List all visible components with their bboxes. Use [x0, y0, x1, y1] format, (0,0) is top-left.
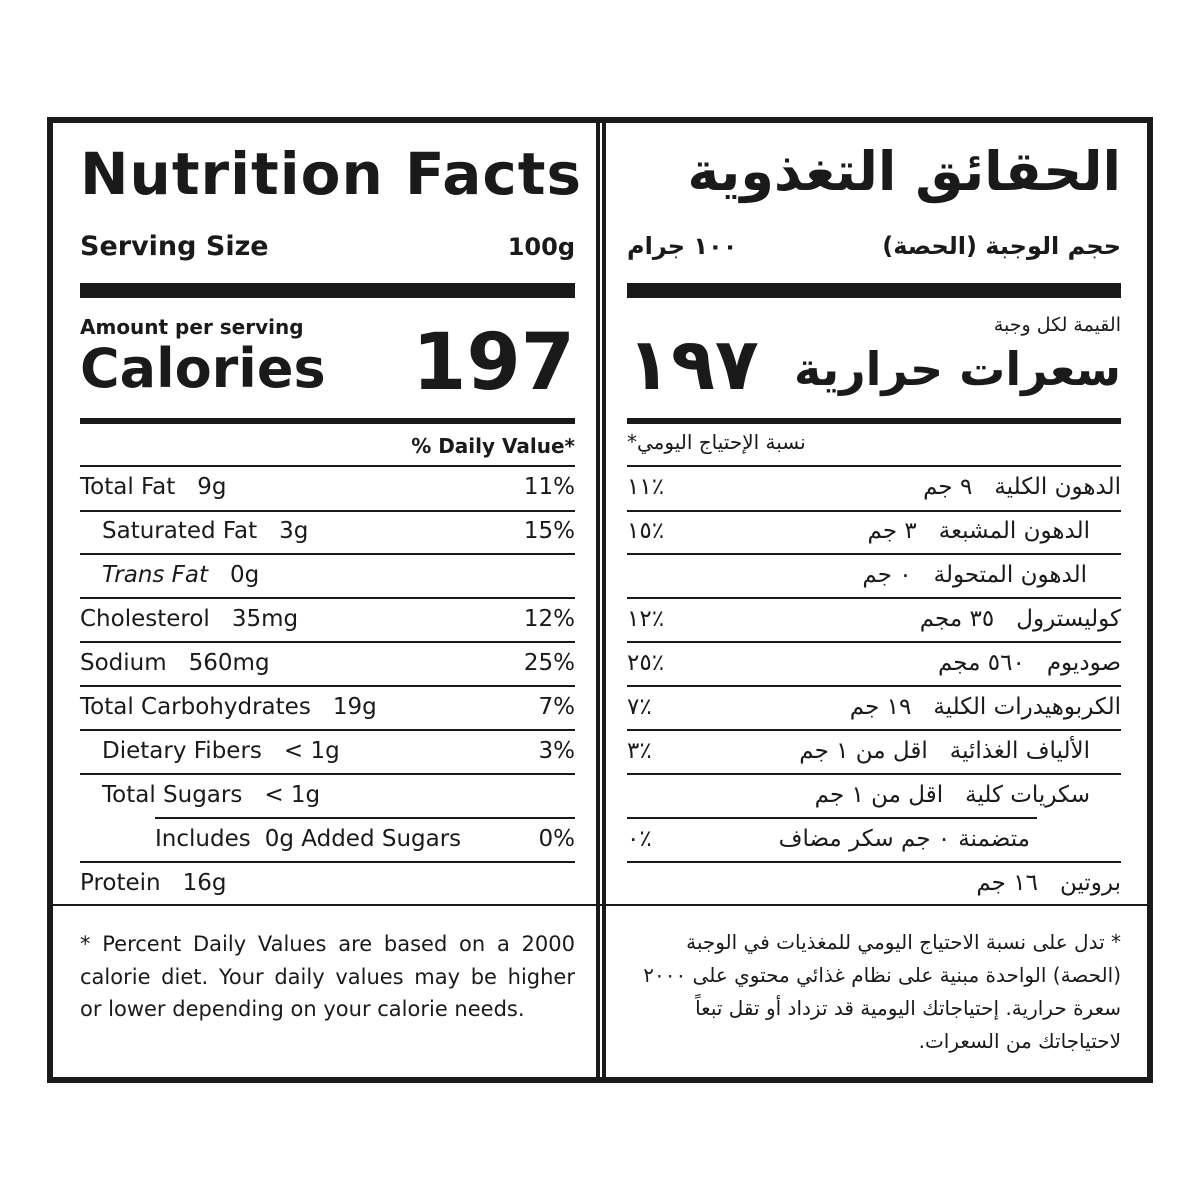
nutrient-amount: ٣ جم: [867, 518, 917, 544]
nutrient-name: الكربوهيدرات الكلية: [933, 694, 1121, 720]
amount-per-serving: Amount per serving: [80, 315, 304, 339]
nutrient-amount: ١٦ جم: [976, 870, 1038, 896]
nutrient-amount: ٥٦٠ مجم: [937, 650, 1025, 676]
nutrient-row-dietary-fibers-ar: [627, 729, 1090, 773]
nutrient-row-saturated-fat: [102, 509, 575, 553]
medium-rule-ar: [627, 418, 1121, 424]
nutrient-amount: 3g: [279, 518, 309, 544]
nutrient-name: بروتين: [1059, 870, 1121, 896]
nutrient-dv: ٪١٢: [627, 606, 665, 632]
footnote-ar: * تدل على نسبة الاحتياج اليومي للمغذيات في الوجبة (الحصة) الواحدة مبنية على نظام غذائي محتوي على ٢٠٠٠ سعرة حرارية. إحتياجاتك اليومية قد تزداد أو تقل تبعاً لاحتياجاتك من السعرات.: [643, 930, 1121, 1053]
nutrient-name: Total Sugars: [102, 782, 243, 808]
nutrient-dv: 25%: [523, 650, 575, 676]
nutrient-dv: ٪٧: [627, 694, 652, 720]
title-ar: الحقائق التغذوية: [687, 140, 1121, 203]
nutrient-name: Sodium: [80, 650, 167, 676]
serving-size-label: Serving Size: [80, 231, 269, 262]
nutrient-amount: ٠ جم: [862, 562, 912, 588]
nutrient-row-total-sugars: [102, 773, 575, 817]
nutrient-amount: ٩ جم: [923, 474, 973, 500]
nutrient-name: Dietary Fibers: [102, 738, 262, 764]
nutrient-name: Includes: [155, 826, 251, 852]
nutrient-row-total-fat: [80, 465, 575, 509]
nutrient-amount: اقل من ١ جم: [799, 738, 928, 764]
nutrient-dv: 15%: [523, 518, 575, 544]
serving-size-value: 100g: [507, 233, 575, 261]
nutrient-amount: < 1g: [283, 738, 340, 764]
medium-rule: [80, 418, 575, 424]
nutrient-name: سكريات كلية: [965, 782, 1090, 808]
nutrient-dv: 12%: [523, 606, 575, 632]
thick-rule-top: [80, 283, 575, 298]
nutrient-row-added-sugars: [155, 817, 575, 861]
nutrient-name: متضمنة: [958, 826, 1030, 852]
calories-label-ar: سعرات حرارية: [793, 342, 1121, 396]
nutrient-dv: 3%: [538, 738, 575, 764]
nutrient-row-cholesterol-ar: [627, 597, 1121, 641]
nutrient-name: Saturated Fat: [102, 518, 258, 544]
amount-per-serving-ar: القيمة لكل وجبة: [993, 314, 1121, 336]
nutrient-amount: 0g Added Sugars: [264, 826, 462, 852]
serving-size-label-ar: حجم الوجبة (الحصة): [882, 232, 1121, 260]
nutrient-row-total-carbohydrates: [80, 685, 575, 729]
nutrient-name: كوليسترول: [1016, 606, 1121, 632]
nutrient-row-dietary-fibers: [102, 729, 575, 773]
thick-rule-top-ar: [627, 283, 1121, 298]
nutrient-row-protein-ar: [627, 861, 1121, 905]
nutrient-amount: 560mg: [188, 650, 270, 676]
nutrient-amount: اقل من ١ جم: [814, 782, 944, 808]
nutrient-row-trans-fat: [102, 553, 575, 597]
nutrient-amount: 9g: [197, 474, 227, 500]
nutrient-dv: ٪٠: [627, 826, 652, 852]
nutrient-amount: 19g: [332, 694, 377, 720]
nutrient-amount: ٣٥ مجم: [919, 606, 995, 632]
nutrient-dv: ٪١٥: [627, 518, 665, 544]
nutrient-name: Trans Fat: [102, 562, 209, 588]
nutrient-name: صوديوم: [1046, 650, 1121, 676]
nutrient-name: Total Fat: [80, 474, 176, 500]
nutrient-dv: 0%: [538, 826, 575, 852]
nutrient-name: Cholesterol: [80, 606, 210, 632]
nutrient-dv: ٪١١: [627, 474, 665, 500]
panel-divider: [596, 117, 606, 1083]
title-en: Nutrition Facts: [80, 140, 582, 208]
nutrient-name: الدهون المتحولة: [933, 562, 1087, 588]
calories-label: Calories: [80, 337, 326, 400]
calories-value-ar: ١٩٧: [627, 322, 759, 406]
nutrient-dv: 11%: [523, 474, 575, 500]
nutrient-dv: ٪٢٥: [627, 650, 665, 676]
nutrient-row-total-fat-ar: [627, 465, 1121, 509]
serving-size-value-ar: ١٠٠ جرام: [627, 232, 738, 260]
nutrient-name: الدهون الكلية: [994, 474, 1121, 500]
nutrient-row-total-sugars-ar: [627, 773, 1090, 817]
nutrient-amount: ٠ جم سكر مضاف: [778, 826, 951, 852]
nutrient-amount: 0g: [230, 562, 260, 588]
nutrient-name: Protein: [80, 870, 161, 896]
nutrient-amount: 16g: [182, 870, 227, 896]
nutrient-row-protein: [80, 861, 575, 905]
nutrient-row-total-carbohydrates-ar: [627, 685, 1121, 729]
nutrient-dv: ٪٣: [627, 738, 652, 764]
nutrient-row-sodium: [80, 641, 575, 685]
nutrient-row-trans-fat-ar: [627, 553, 1087, 597]
daily-value-header: % Daily Value*: [411, 434, 575, 458]
nutrient-dv: 7%: [538, 694, 575, 720]
nutrient-row-sodium-ar: [627, 641, 1121, 685]
nutrient-amount: ١٩ جم: [849, 694, 912, 720]
nutrient-row-cholesterol: [80, 597, 575, 641]
nutrient-row-added-sugars-ar: [627, 817, 1030, 861]
nutrient-amount: 35mg: [231, 606, 299, 632]
nutrient-name: الألياف الغذائية: [949, 738, 1090, 764]
nutrient-row-saturated-fat-ar: [627, 509, 1090, 553]
footnote-en: * Percent Daily Values are based on a 2000 calorie diet. Your daily values may be higher or lower depending on your calorie needs.: [80, 932, 575, 1021]
nutrient-name: الدهون المشبعة: [938, 518, 1090, 544]
calories-value: 197: [412, 318, 575, 408]
daily-value-header-ar: نسبة الإحتياج اليومي*: [627, 430, 806, 454]
nutrient-name: Total Carbohydrates: [80, 694, 311, 720]
nutrient-amount: < 1g: [264, 782, 321, 808]
